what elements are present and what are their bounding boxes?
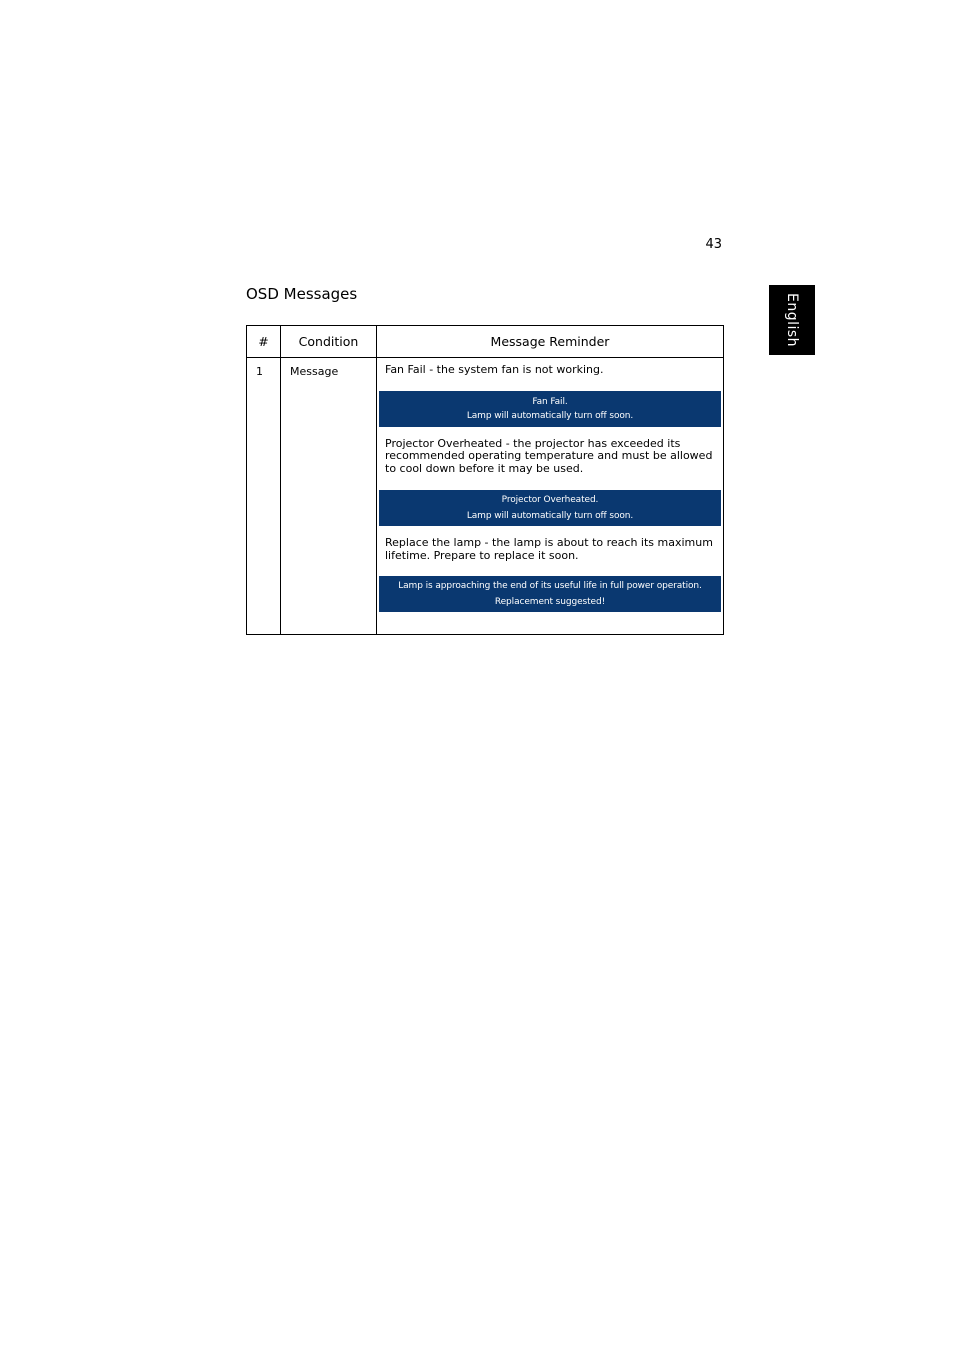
section-title: OSD Messages: [246, 285, 358, 303]
osd-line: Fan Fail.: [532, 396, 568, 407]
replace-lamp-osd-message: [379, 576, 721, 612]
row-condition: Message: [281, 358, 377, 635]
language-tab: [769, 285, 815, 355]
osd-line: Lamp will automatically turn off soon.: [466, 410, 634, 421]
row-message-reminder: [377, 358, 724, 635]
table-header-row: [247, 326, 724, 358]
osd-line: Lamp will automatically turn off soon.: [466, 511, 634, 521]
osd-line: Lamp is approaching the end of its useful life in full power operation.: [398, 581, 702, 591]
header-message-reminder: Message Reminder: [377, 326, 724, 358]
page-number: 43: [705, 237, 722, 252]
fan-fail-osd-message: [379, 391, 721, 427]
osd-messages-table: [246, 325, 724, 635]
row-number: 1: [247, 358, 281, 635]
fan-fail-description: Fan Fail - the system fan is not working.: [385, 363, 604, 376]
osd-line: Projector Overheated.: [501, 495, 599, 505]
overheated-osd-message: [379, 490, 721, 526]
header-condition: Condition: [281, 326, 377, 358]
header-number: #: [247, 326, 281, 358]
osd-line: Replacement suggested!: [494, 597, 606, 607]
replace-lamp-description: Replace the lamp - the lamp is about to reach its maximum lifetime. Prepare to replace it soon.: [385, 536, 713, 562]
table-row: [247, 358, 724, 635]
language-tab-label: English: [784, 292, 800, 348]
overheated-description: Projector Overheated - the projector has exceeded its recommended operating temperature and must be allowed to cool down before it may be used.: [385, 436, 713, 475]
